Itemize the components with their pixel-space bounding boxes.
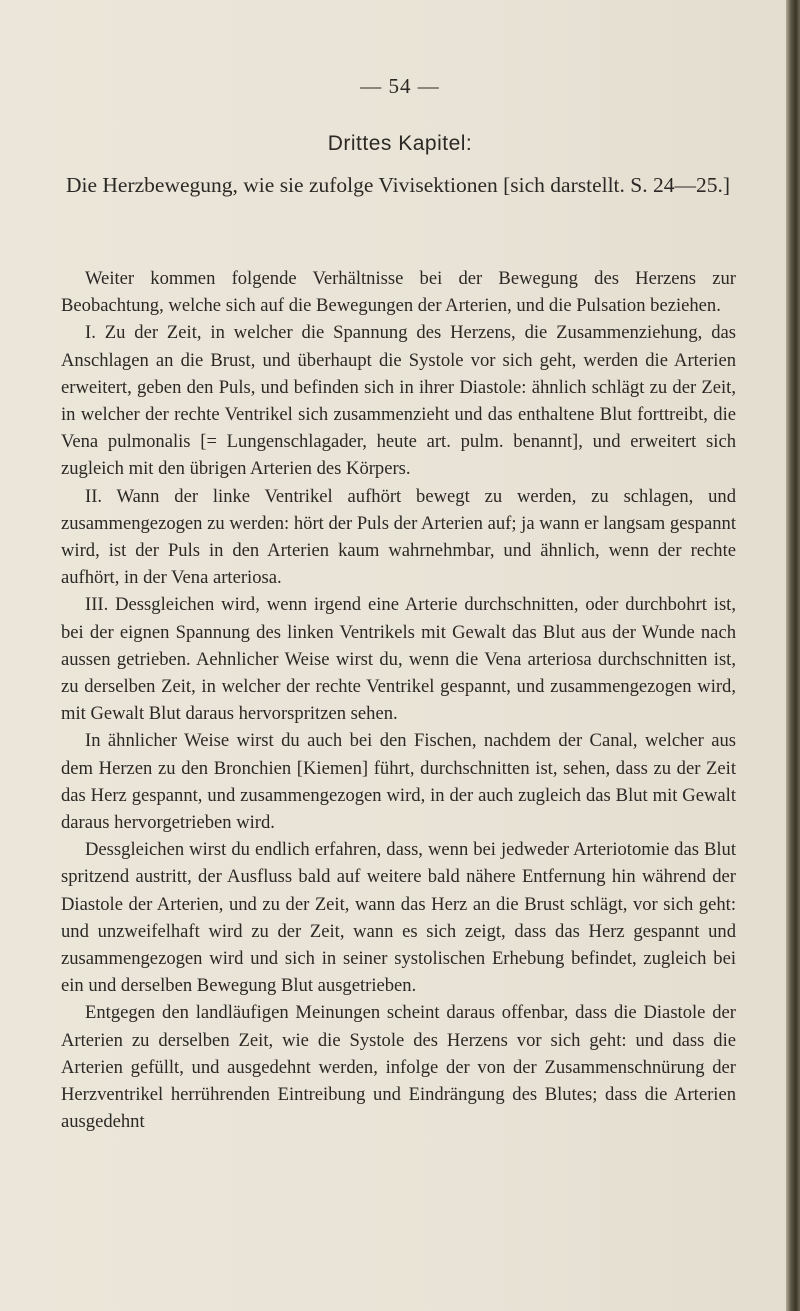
page-edge-shadow	[786, 0, 800, 1311]
chapter-heading: Drittes Kapitel:	[327, 132, 473, 155]
page-number: — 54 —	[360, 74, 440, 98]
paragraph: Dessgleichen wirst du endlich erfahren, dass, wenn bei jedweder Arteriotomie das Blut spritzend austritt, der Ausfluss bald auf weitere bald nähere Entfernung hin während der Diastole der Arterien, und zu der Zeit, wann das Herz an die Brust schlägt, vor sich geht: und unzweifelhaft wird zu der Zeit, wann es sich zeigt, dass das Herz gespannt und zusammengezogen wird und sich in seiner systolischen Erhebung befindet, zugleich bei ein und derselben Bewegung Blut ausgetrieben.	[61, 839, 736, 997]
paragraph: Entgegen den landläufigen Meinungen scheint daraus offenbar, dass die Diastole der Arterien zu derselben Zeit, wie die Systole des Herzens vor sich geht: und dass die Arterien gefüllt, und ausgedehnt werden, infolge der von der Zusammenschnürung der Herzventrikel herrührenden Eintreibung und Eindrängung des Blutes; dass die Arterien ausgedehnt	[61, 1002, 736, 1133]
paragraph: III. Dessgleichen wird, wenn irgend eine Arterie durchschnitten, oder durchbohrt ist, bei der eignen Spannung des linken Ventrikels mit Gewalt das Blut aus der Wunde nach aussen getrieben. Aehnlicher Weise wirst du, wenn die Vena arteriosa durchschnitten ist, zu derselben Zeit, in welcher der rechte Ventrikel gespannt, und zusammengezogen wird, mit Gewalt Blut daraus hervorspritzen sehen.	[61, 594, 736, 725]
chapter-subheading: Die Herzbewegung, wie sie zufolge Vivisektionen [sich darstellt. S. 24—25.]	[65, 173, 731, 197]
paragraph: Weiter kommen folgende Verhältnisse bei der Bewegung des Herzens zur Beobachtung, welche sich auf die Bewegungen der Arterien, und die Pulsation beziehen.	[61, 268, 736, 317]
paragraph: II. Wann der linke Ventrikel aufhört bewegt zu werden, zu schlagen, und zusammengezogen zu werden: hört der Puls der Arterien auf; ja wann er langsam gespannt wird, ist der Puls in den Arterien kaum wahrnehmbar, und ähnlich, wenn der rechte aufhört, in der Vena arteriosa.	[61, 485, 736, 589]
paragraph: In ähnlicher Weise wirst du auch bei den Fischen, nachdem der Canal, welcher aus dem Herzen zu den Bronchien [Kiemen] führt, durchschnitten ist, sehen, dass zu der Zeit das Herz gespannt, und zusammengezogen wird, in der auch zugleich das Blut mit Gewalt daraus hervorgetrieben wird.	[61, 730, 736, 834]
body-text	[61, 265, 736, 1136]
paragraph: I. Zu der Zeit, in welcher die Spannung des Herzens, die Zusammenziehung, das Anschlagen an die Brust, und überhaupt die Systole vor sich geht, werden die Arterien erweitert, geben den Puls, und befinden sich in ihrer Diastole: ähnlich schlägt zu der Zeit, in welcher der rechte Ventrikel sich zusammenzieht und das enthaltene Blut forttreibt, die Vena pulmonalis [= Lungenschlagader, heute art. pulm. benannt], und erweitert sich zugleich mit den übrigen Arterien des Körpers.	[61, 322, 736, 480]
